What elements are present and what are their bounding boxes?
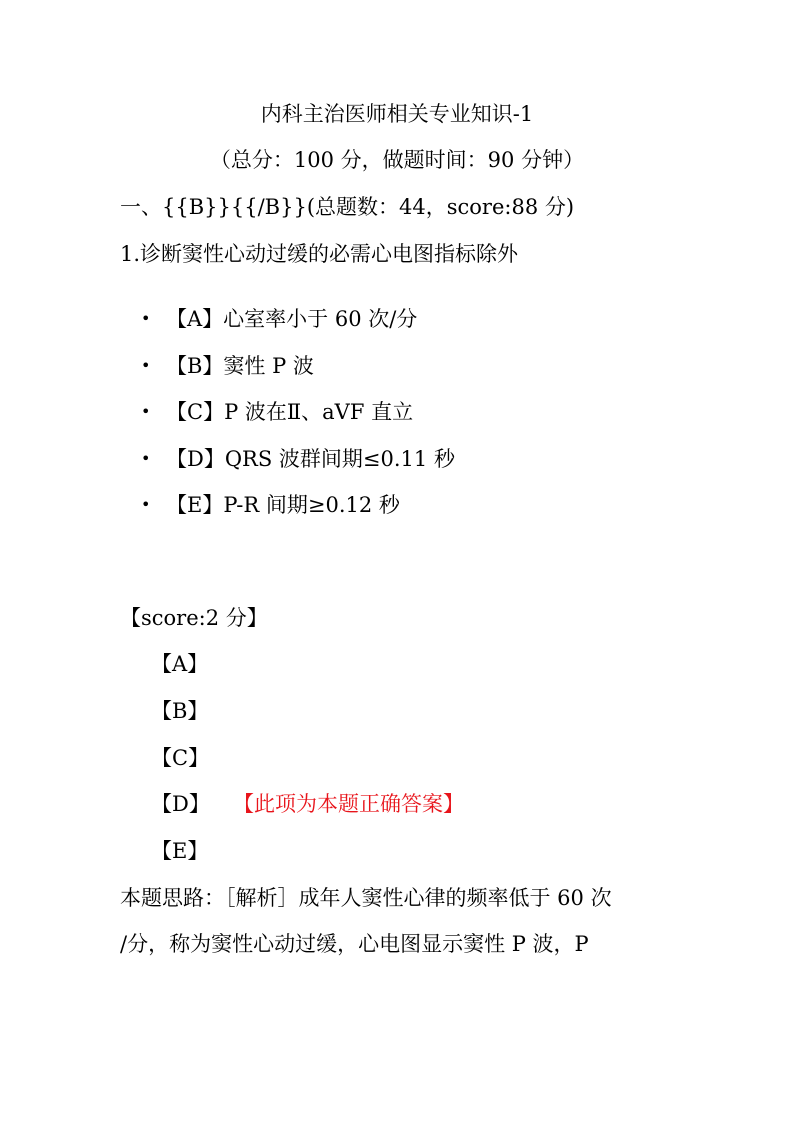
option-label: 【B】窦性 P 波 bbox=[166, 354, 314, 378]
analysis-line: /分，称为窦性心动过缓，心电图显示窦性 P 波，P bbox=[120, 932, 589, 956]
answer-key: 【C】 bbox=[151, 746, 210, 770]
document-title: 内科主治医师相关专业知识-1 bbox=[260, 102, 534, 126]
answer-key: 【E】 bbox=[151, 839, 209, 863]
answer-key: 【D】 bbox=[151, 792, 210, 816]
question-score: 【score:2 分】 bbox=[120, 606, 268, 630]
answer-c bbox=[151, 744, 209, 772]
bullet-icon: • bbox=[141, 309, 151, 328]
question-text: 1.诊断窦性心动过缓的必需心电图指标除外 bbox=[120, 242, 519, 266]
bullet-icon: • bbox=[141, 356, 151, 375]
bullet-icon: • bbox=[141, 449, 151, 468]
correct-answer-note: 【此项为本题正确答案】 bbox=[233, 792, 464, 816]
answer-key: 【A】 bbox=[151, 652, 209, 676]
answer-d bbox=[151, 790, 464, 818]
answer-b bbox=[151, 697, 208, 725]
bullet-icon: • bbox=[141, 402, 151, 421]
option-label: 【C】P 波在Ⅱ、aVF 直立 bbox=[166, 400, 414, 424]
answer-key: 【B】 bbox=[151, 699, 209, 723]
option-label: 【A】心室率小于 60 次/分 bbox=[166, 307, 418, 331]
section-heading: 一、{{B}}{{/B}}(总题数：44，score:88 分) bbox=[120, 195, 575, 219]
option-label: 【D】QRS 波群间期≤0.11 秒 bbox=[166, 447, 455, 471]
answer-e bbox=[151, 837, 208, 865]
bullet-icon: • bbox=[141, 495, 151, 514]
option-label: 【E】P-R 间期≥0.12 秒 bbox=[166, 493, 400, 517]
document-subtitle: （总分：100 分，做题时间：90 分钟） bbox=[209, 148, 585, 172]
answer-a bbox=[151, 650, 208, 678]
analysis-line: 本题思路：［解析］成年人窦性心律的频率低于 60 次 bbox=[120, 886, 612, 910]
